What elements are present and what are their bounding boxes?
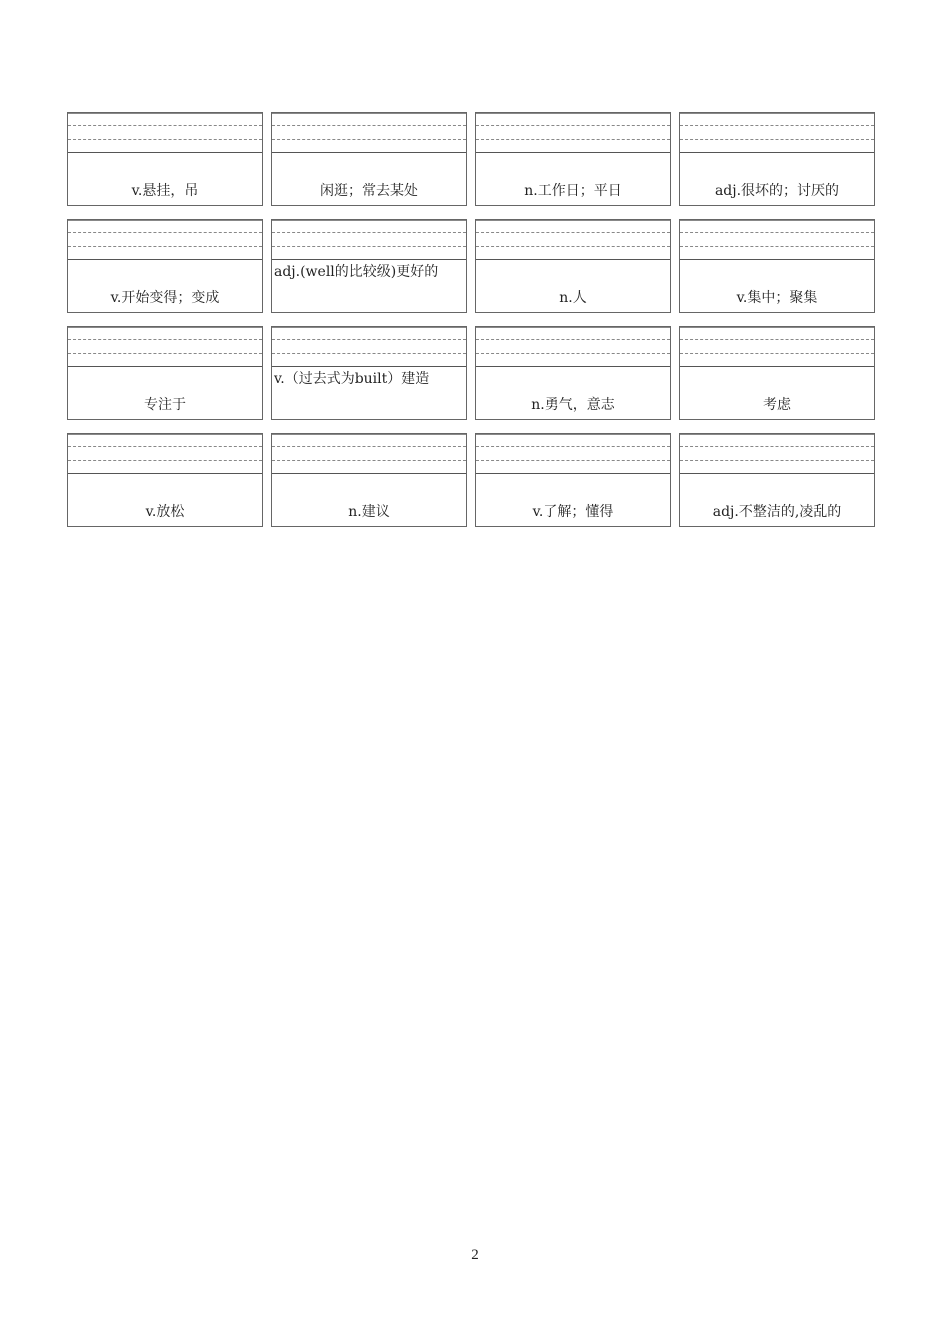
vocab-card-grid [67,112,874,527]
card-definition: n.勇气，意志 [531,397,615,413]
card-definition: v.集中；聚集 [736,290,818,306]
card-definition: v.了解；懂得 [532,504,614,520]
vocab-card [67,219,263,313]
card-definition: 考虑 [763,397,791,413]
writing-lines [68,220,262,260]
writing-lines [476,434,670,474]
card-definition: 专注于 [144,397,186,413]
card-definition: n.建议 [348,504,390,520]
vocab-card [475,112,671,206]
writing-lines [68,434,262,474]
vocab-card [271,326,467,420]
card-definition: adj.(well的比较级)更好的 [274,264,439,280]
writing-lines [680,327,874,367]
writing-lines [476,327,670,367]
writing-lines [680,220,874,260]
vocab-card [67,112,263,206]
card-definition: adj.很坏的；讨厌的 [714,183,840,199]
vocab-card [679,433,875,527]
vocab-card [475,219,671,313]
page-number: 2 [471,1247,479,1263]
writing-lines [68,327,262,367]
vocab-card [67,433,263,527]
writing-lines [680,113,874,153]
card-definition: n.工作日；平日 [524,183,622,199]
vocab-card [679,219,875,313]
card-definition: n.人 [559,290,587,306]
vocab-card [679,326,875,420]
vocab-card [475,326,671,420]
writing-lines [68,113,262,153]
card-definition: v.开始变得；变成 [110,290,220,306]
card-definition: adj.不整洁的,凌乱的 [712,504,842,520]
writing-lines [476,220,670,260]
writing-lines [272,113,466,153]
writing-lines [272,327,466,367]
vocab-card [475,433,671,527]
vocab-card [271,112,467,206]
writing-lines [272,434,466,474]
vocab-card [271,219,467,313]
writing-lines [680,434,874,474]
vocab-card [679,112,875,206]
card-definition: v.悬挂，吊 [131,183,199,199]
vocab-card [271,433,467,527]
vocab-card [67,326,263,420]
card-definition: 闲逛；常去某处 [320,183,418,199]
card-definition: v.放松 [145,504,185,520]
card-definition: v.（过去式为built）建造 [274,371,430,387]
writing-lines [476,113,670,153]
writing-lines [272,220,466,260]
